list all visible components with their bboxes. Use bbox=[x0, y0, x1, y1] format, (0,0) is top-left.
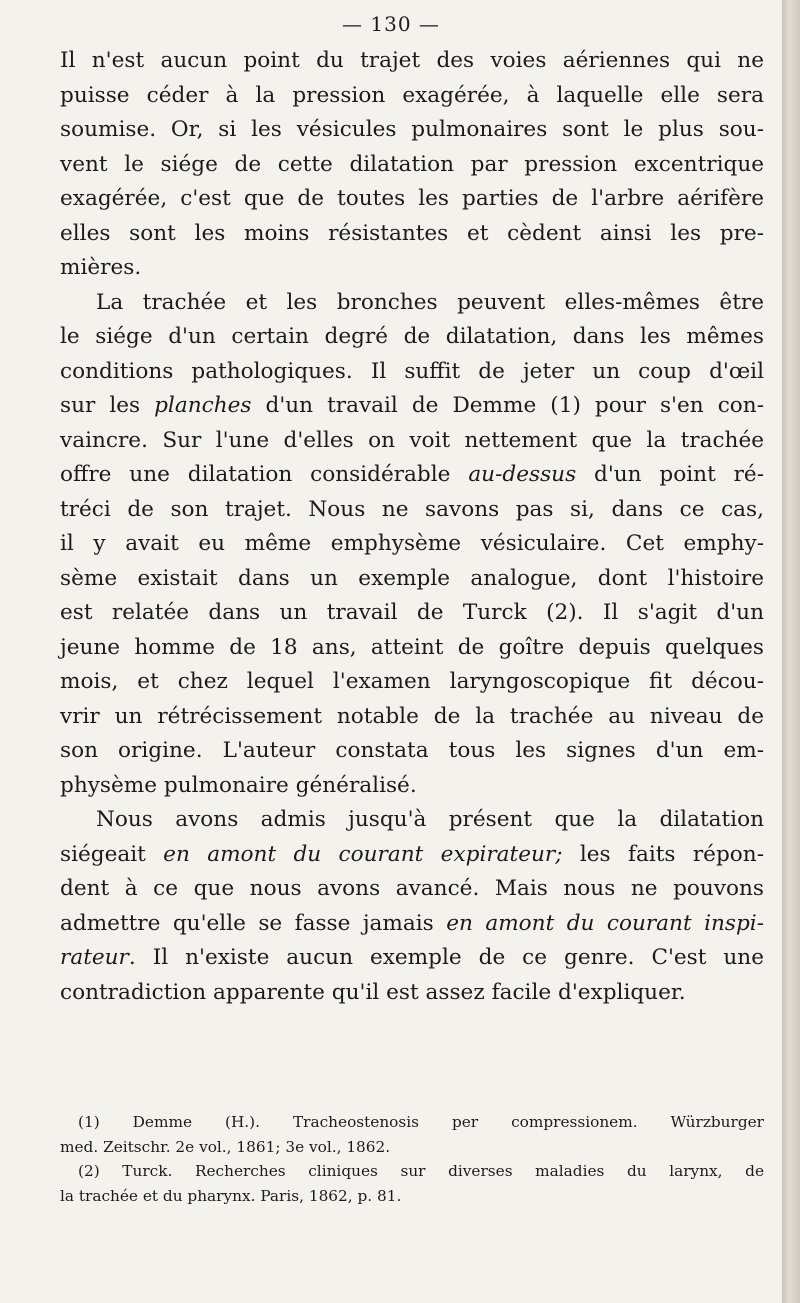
footnotes bbox=[60, 1110, 764, 1208]
footnote-line: med. Zeitschr. 2e vol., 1861; 3e vol., 1862. bbox=[60, 1137, 391, 1156]
italic-term: en amont du courant inspi- bbox=[446, 910, 764, 936]
paragraph-start-line: Nous avons admis jusqu'à présent que la dilatation bbox=[96, 807, 764, 832]
footnote-line: (1) Demme (H.). Tracheostenosis per compressionem. Würzburger bbox=[78, 1113, 764, 1131]
text-line: offre une dilatation considérable au-dessus d'un point ré- bbox=[60, 462, 765, 487]
text-line: dent à ce que nous avons avancé. Mais nous ne pouvons bbox=[60, 876, 764, 901]
text-line: sème existait dans un exemple analogue, dont l'histoire bbox=[60, 565, 764, 591]
text-line: jeune homme de 18 ans, atteint de goître depuis quelques bbox=[60, 634, 764, 660]
text-line: physème pulmonaire généralisé. bbox=[60, 772, 417, 798]
page-edge bbox=[782, 0, 800, 1303]
text-line: rateur. Il n'existe aucun exemple de ce genre. C'est une bbox=[60, 945, 764, 970]
footnote-line: (2) Turck. Recherches cliniques sur diverses maladies du larynx, de bbox=[78, 1162, 764, 1180]
text-line: puisse céder à la pression exagérée, à laquelle elle sera bbox=[60, 82, 764, 108]
text-line: exagérée, c'est que de toutes les parties de l'arbre aérifère bbox=[60, 186, 764, 211]
text-line: Il n'est aucun point du trajet des voies aériennes qui ne bbox=[60, 48, 764, 73]
text-line: vent le siége de cette dilatation par pression excentrique bbox=[60, 151, 764, 177]
text-line: vaincre. Sur l'une d'elles on voit nettement que la trachée bbox=[60, 427, 764, 453]
body-text bbox=[60, 44, 764, 1010]
text-line: mières. bbox=[60, 255, 142, 280]
text-line: tréci de son trajet. Nous ne savons pas si, dans ce cas, bbox=[60, 496, 764, 522]
text-line: admettre qu'elle se fasse jamais en amont du courant inspi- bbox=[60, 910, 764, 936]
paragraph-start-line: La trachée et les bronches peuvent elles-mêmes être bbox=[96, 289, 764, 315]
text-line: conditions pathologiques. Il suffit de jeter un coup d'œil bbox=[60, 358, 764, 384]
italic-term: rateur bbox=[60, 945, 129, 970]
text-line: il y avait eu même emphysème vésiculaire. Cet emphy- bbox=[60, 531, 764, 556]
text-line: soumise. Or, si les vésicules pulmonaires sont le plus sou- bbox=[60, 117, 764, 142]
italic-term: en amont du courant expirateur; bbox=[163, 841, 563, 867]
italic-term: au-dessus bbox=[468, 462, 577, 487]
footnote-line: la trachée et du pharynx. Paris, 1862, p. 81. bbox=[60, 1186, 402, 1205]
text-line: contradiction apparente qu'il est assez facile d'expliquer. bbox=[60, 979, 686, 1005]
italic-term: planches bbox=[154, 393, 252, 418]
text-line: sur les planches d'un travail de Demme (1) pour s'en con- bbox=[60, 393, 764, 418]
text-line: mois, et chez lequel l'examen laryngoscopique fit décou- bbox=[60, 669, 764, 694]
text-line: elles sont les moins résistantes et cèdent ainsi les pre- bbox=[60, 220, 764, 246]
text-line: siégeait en amont du courant expirateur; les faits répon- bbox=[60, 841, 764, 867]
page-number: — 130 — bbox=[342, 12, 440, 36]
text-line: vrir un rétrécissement notable de la trachée au niveau de bbox=[60, 703, 764, 729]
text-line: est relatée dans un travail de Turck (2). Il s'agit d'un bbox=[60, 600, 764, 625]
text-line: le siége d'un certain degré de dilatation, dans les mêmes bbox=[60, 324, 764, 349]
text-line: son origine. L'auteur constata tous les signes d'un em- bbox=[60, 738, 764, 763]
